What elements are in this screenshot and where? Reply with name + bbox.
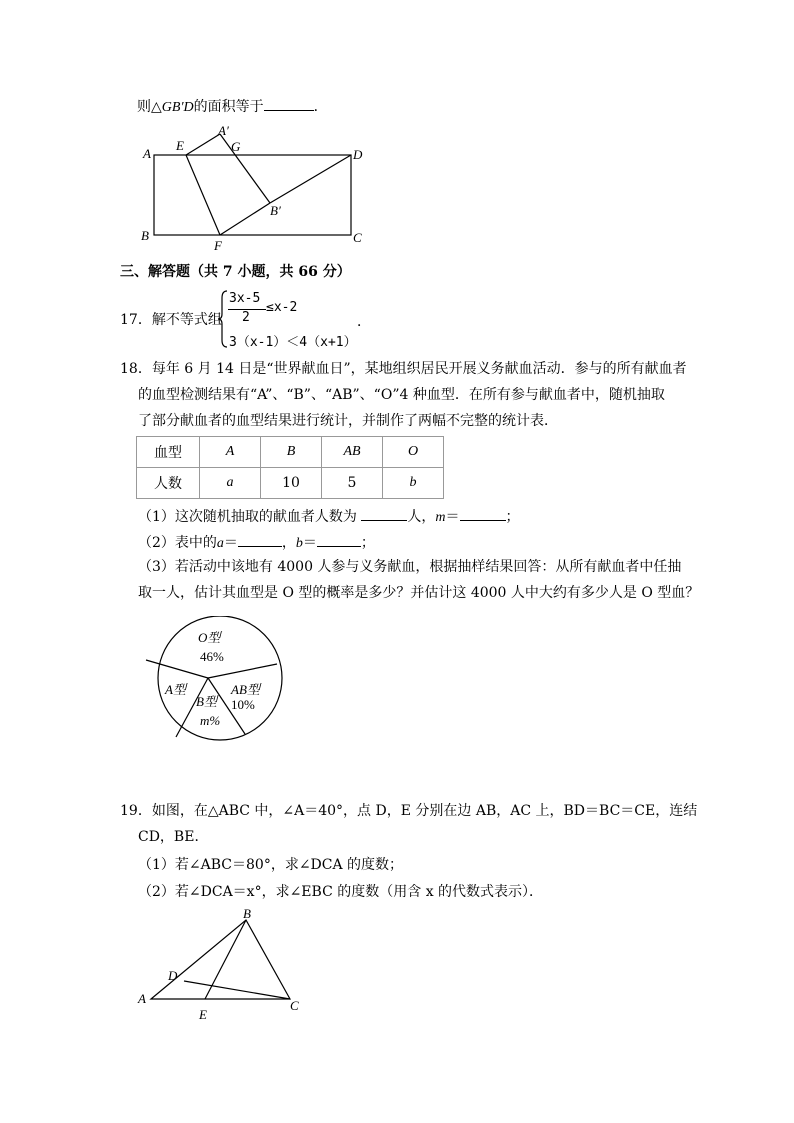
q17-line2: 3（x-1）＜4（x+1） [229, 335, 357, 350]
label-D: D [353, 147, 363, 162]
answer-blank[interactable] [317, 532, 361, 547]
label-C: C [353, 230, 362, 245]
pie-label-o: O型 [198, 630, 221, 645]
q18-sub2: （2）表中的a＝ ，b＝ ； [138, 532, 375, 553]
q17-frac-num: 3x-5 [229, 291, 261, 306]
pie-label-a: A型 [165, 682, 186, 697]
table-cell: 10 [261, 468, 322, 499]
q17-stem: 17．解不等式组 [120, 312, 222, 328]
rectangle-fold-figure [0, 0, 794, 260]
q17-rel1: ≤x-2 [266, 300, 298, 315]
pie-slice-boundary [208, 664, 277, 678]
q16-text: 则△GB′D的面积等于 ． [137, 96, 328, 117]
q17-end: ． [357, 314, 371, 330]
table-row [137, 437, 444, 468]
table-row [137, 468, 444, 499]
pie-label-ab: AB型 [231, 682, 260, 697]
q18-sub3-line1: （3）若活动中该地有 4000 人参与义务献血，根据抽样结果回答：从所有献血者中任抽 [138, 559, 682, 575]
label-B-prime: B′ [270, 203, 281, 218]
label-B: B [243, 906, 251, 921]
answer-blank[interactable] [238, 532, 282, 547]
q19-sub2: （2）若∠DCA＝x°，求∠EBC 的度数（用含 x 的代数式表示）． [138, 884, 544, 900]
pie-value-b: m% [200, 713, 221, 728]
q18-sub3-line2: 取一人，估计其血型是 O 型的概率是多少？并估计这 4000 人中大约有多少人是 O 型血？ [138, 585, 700, 601]
q18-line2: 的血型检测结果有“A”、“B”、“AB”、“O”4 种血型．在所有参与献血者中，随机抽取 [138, 387, 665, 403]
label-B: B [141, 228, 149, 243]
label-A: A [143, 146, 151, 161]
q18-line1: 18．每年 6 月 14 日是“世界献血日”，某地组织居民开展义务献血活动．参与的所有献血者 [120, 361, 687, 377]
table-header-cell: 血型 [137, 437, 200, 468]
label-E: E [176, 138, 184, 153]
label-C: C [290, 998, 299, 1013]
q19-line1: 19．如图，在△ABC 中，∠A＝40°，点 D，E 分别在边 AB，AC 上，BD＝BC＝CE，连结 [120, 803, 698, 819]
blood-type-table [136, 436, 444, 499]
table-header-cell: O [383, 437, 444, 468]
brace-icon [217, 290, 229, 348]
q19-sub1: （1）若∠ABC＝80°，求∠DCA 的度数； [138, 857, 404, 873]
pie-value-ab: 10% [231, 697, 255, 712]
label-F: F [214, 238, 222, 253]
q18-sub1: （1）这次随机抽取的献血者人数为 人，m＝ ； [138, 506, 520, 527]
table-header-cell: A [200, 437, 261, 468]
q18-line3: 了部分献血者的血型结果进行统计，并制作了两幅不完整的统计表． [138, 413, 558, 429]
section-heading: 三、解答题（共 7 小题，共 66 分） [120, 264, 351, 280]
answer-blank[interactable] [361, 506, 407, 521]
table-cell: 5 [322, 468, 383, 499]
label-G: G [231, 139, 241, 154]
q19-line2: CD，BE． [138, 829, 209, 845]
label-A-prime: A′ [218, 123, 229, 138]
table-header-cell: AB [322, 437, 383, 468]
blood-type-pie-chart [140, 616, 300, 746]
label-D: D [168, 968, 178, 983]
pie-slice-boundary [146, 660, 208, 678]
table-cell: b [383, 468, 444, 499]
pie-label-b: B型 [196, 694, 217, 709]
label-E: E [199, 1007, 207, 1022]
triangle-figure [0, 900, 794, 1030]
answer-blank[interactable] [460, 506, 506, 521]
table-cell: a [200, 468, 261, 499]
pie-value-o: 46% [200, 649, 224, 664]
table-cell: 人数 [137, 468, 200, 499]
q17-frac-den: 2 [242, 310, 250, 325]
table-header-cell: B [261, 437, 322, 468]
label-A: A [138, 991, 146, 1006]
